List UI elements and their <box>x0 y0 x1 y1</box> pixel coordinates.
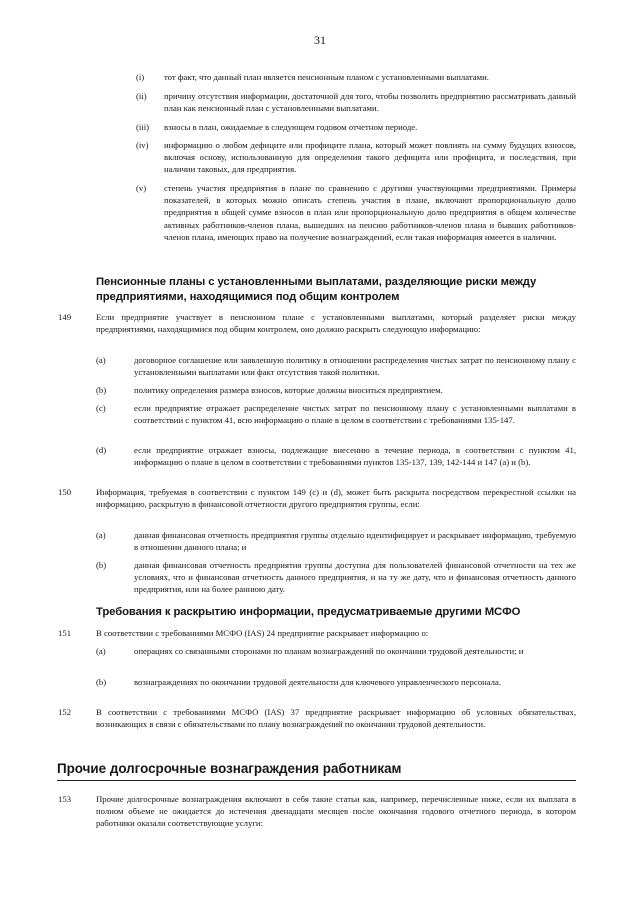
paragraph-text: В соответствии с требованиями МСФО (IAS) 24 предприятие раскрывает информацию о: <box>96 628 429 638</box>
item-label: (a) <box>96 355 106 365</box>
item-label: (iv) <box>136 140 149 150</box>
item-text: данная финансовая отчетность предприятия группы доступна для пользователей финансовой отчетности на тех же условиях, что и финансовая отчетность данного предприятия, и на ту же дату, что и финансовая отчетность данного предприятия, или на более раннюю дату. <box>134 560 576 595</box>
item-label: (a) <box>96 646 106 656</box>
paragraph-number: 153 <box>58 794 72 804</box>
item-label: (v) <box>136 183 147 193</box>
item-label: (ii) <box>136 91 147 101</box>
paragraph-number: 152 <box>58 707 72 717</box>
item-text: причину отсутствия информации, достаточной для того, чтобы позволить предприятию рассматривать данный план как пенсионный план с установленными выплатами. <box>164 91 576 114</box>
item-label: (b) <box>96 385 107 395</box>
item-text: договорное соглашение или заявленную политику в отношении распределения чистых затрат по пенсионному плану с установленными выплатами или факт отсутствия такой политики. <box>134 355 576 378</box>
item-label: (iii) <box>136 122 150 132</box>
section-heading: Требования к раскрытию информации, предусматриваемые другими МСФО <box>96 606 521 618</box>
paragraph-text: Информация, требуемая в соответствии с пунктом 149 (c) и (d), может быть раскрыта посредством перекрестной ссылки на информацию, раскрытую в финансовой отчетности другого предприятия группы, если: <box>96 487 576 510</box>
item-text: взносы в план, ожидаемые в следующем годовом отчетном периоде. <box>164 122 418 132</box>
item-label: (d) <box>96 445 107 455</box>
section-title: Прочие долгосрочные вознаграждения работникам <box>57 761 402 776</box>
item-text: вознаграждениях по окончании трудовой деятельности для ключевого управленческого персонала. <box>134 677 502 687</box>
page-number: 31 <box>314 33 326 47</box>
item-text: политику определения размера взносов, которые должны вноситься предприятием. <box>134 385 443 395</box>
paragraph-text: Если предприятие участвует в пенсионном плане с установленными выплатами, который разделяет риски между предприятиями, находящимися под общим контролем, оно должно раскрыть следующую информацию: <box>96 312 576 335</box>
item-text: тот факт, что данный план является пенсионным планом с установленными выплатами. <box>164 72 489 82</box>
paragraph-text: В соответствии с требованиями МСФО (IAS) 37 предприятие раскрывает информацию об условных обязательствах, возникающих в связи с обязательствами по плану вознаграждений по окончании трудовой деятельности. <box>96 707 576 730</box>
paragraph-number: 151 <box>58 628 72 638</box>
paragraph-text: Прочие долгосрочные вознаграждения включают в себя такие статьи как, например, перечисленные ниже, если их выплата в полном объеме не ожидается до истечения двенадцати месяцев после окончания годового отчетного периода, в котором работники оказали соответствующие услуги: <box>96 794 576 829</box>
item-label: (b) <box>96 560 107 570</box>
item-label: (a) <box>96 530 106 540</box>
item-label: (c) <box>96 403 106 413</box>
item-text: данная финансовая отчетность предприятия группы отдельно идентифицирует и раскрывает информацию, требуемую в отношении данного плана; и <box>134 530 576 553</box>
item-text: если предприятие отражает распределение чистых затрат по пенсионному плану с установленными выплатами в соответствии с пунктом 41, всю информацию о плане в целом в соответствии с требованиями 135-147. <box>134 403 576 426</box>
item-label: (i) <box>136 72 145 82</box>
item-text: информацию о любом дефиците или профиците плана, который может повлиять на сумму будущих взносов, включая основу, использованную для определения такого дефицита или профицита, и последствия, при наличии таковых, для предприятия. <box>164 140 576 175</box>
paragraph-number: 149 <box>58 312 72 322</box>
paragraph-number: 150 <box>58 487 72 497</box>
section-divider <box>57 780 576 781</box>
item-label: (b) <box>96 677 107 687</box>
item-text: если предприятие отражает взносы, подлежащие внесению в течение периода, в соответствии с пунктом 41, информацию о плане в целом в соответствии с требованиями пунктов 135-137, 139, 142-144 и 147 (a) и (b). <box>134 445 576 468</box>
item-text: операциях со связанными сторонами по планам вознаграждений по окончании трудовой деятельности; и <box>134 646 524 656</box>
item-text: степень участия предприятия в плане по сравнению с другими участвующими предприятиями. Примеры показателей, в которых можно описать степень участия в плане, включают пропорциональную долю предприятия в общей сумме взносов в план или пропорциональную долю предприятия в общем количестве активных работников-членов плана, вышедших на пенсию работников-членов плана и бывших работников-членов плана, имеющих право на получение вознаграждений, если такая информация имеется в наличии. <box>164 183 576 242</box>
section-heading: Пенсионные планы с установленными выплатами, разделяющие риски между предприятиями, находящимися под общим контролем <box>96 276 537 303</box>
